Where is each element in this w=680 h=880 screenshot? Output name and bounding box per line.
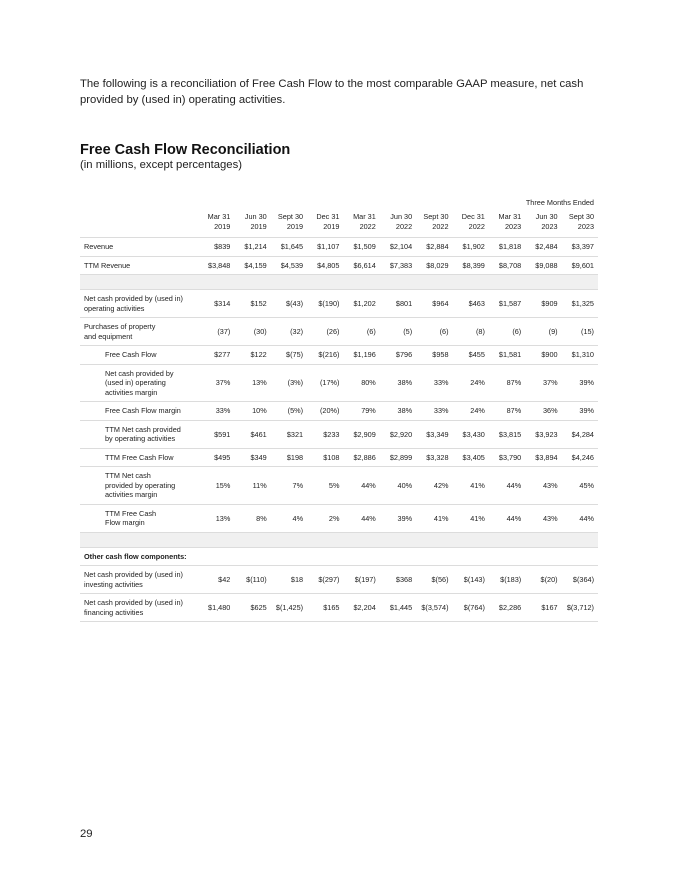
column-month: Mar 31 [498,212,522,221]
row-label [80,566,198,594]
row-label [80,290,198,318]
cell-value: 8% [234,504,270,532]
cell-value: 79% [343,402,379,421]
column-year: 2023 [541,222,558,231]
cell-value: $(75) [271,346,307,365]
table-row [80,448,598,467]
column-month: Jun 30 [244,212,267,221]
table-row [80,402,598,421]
cell-value: $108 [307,448,343,467]
cell-value: $839 [198,238,234,257]
cell-value: 33% [416,402,452,421]
cell-value: $1,325 [562,290,598,318]
cell-value: $(56) [416,566,452,594]
cell-value: $(216) [307,346,343,365]
cell-value: $3,815 [489,420,525,448]
cell-value: $(3,574) [416,594,452,622]
cell-value: 40% [380,467,416,505]
cell-value: 10% [234,402,270,421]
column-year: 2022 [468,222,485,231]
column-month: Sept 30 [277,212,304,221]
cell-value: $368 [380,566,416,594]
cell-value: (8) [453,318,489,346]
cell-value: $(364) [562,566,598,594]
row-label [80,594,198,622]
cell-value: (32) [271,318,307,346]
column-header [562,209,598,238]
row-label [80,256,198,275]
cell-value: $2,909 [343,420,379,448]
cell-value: $1,818 [489,238,525,257]
row-label-line: financing activities [84,607,144,617]
cell-value: $(3,712) [562,594,598,622]
cell-value: $349 [234,448,270,467]
cell-value: $42 [198,566,234,594]
cell-value: (3%) [271,364,307,402]
cell-value: 4% [271,504,307,532]
cell-value: $(297) [307,566,343,594]
cell-value: $9,088 [525,256,561,275]
column-header [453,209,489,238]
cell-value: 38% [380,402,416,421]
cell-value: 38% [380,364,416,402]
cell-value: 44% [343,467,379,505]
spacer-row [80,275,598,290]
cell-value: (37) [198,318,234,346]
cell-value: $2,884 [416,238,452,257]
cell-value: $3,923 [525,420,561,448]
cell-value: 44% [489,467,525,505]
row-label-line: provided by operating [105,480,176,490]
cell-value: 39% [562,364,598,402]
cell-value: 33% [416,364,452,402]
column-header [416,209,452,238]
cell-value: $909 [525,290,561,318]
column-header [307,209,343,238]
cell-value: $4,284 [562,420,598,448]
cell-value: 44% [343,504,379,532]
table-row [80,467,598,505]
cell-value: 43% [525,504,561,532]
cell-value: (9) [525,318,561,346]
cell-value: $3,328 [416,448,452,467]
cell-value: $3,894 [525,448,561,467]
cell-value: 41% [416,504,452,532]
cell-value: $314 [198,290,234,318]
column-year: 2022 [395,222,413,231]
row-label-line: (used in) operating [105,378,166,387]
cell-value: 5% [307,467,343,505]
cell-value: $1,445 [380,594,416,622]
cell-value: $(110) [234,566,270,594]
cell-value: 15% [198,467,234,505]
column-year: 2023 [505,222,522,231]
cell-value: $1,587 [489,290,525,318]
table-row [80,504,598,532]
section-subtitle: (in millions, except percentages) [80,159,242,171]
intro-paragraph: The following is a reconciliation of Free Cash Flow to the most comparable GAAP measure, net cash provided by (used in) operating activities. [80,78,584,106]
cell-value: 7% [271,467,307,505]
cell-value: (6) [343,318,379,346]
cell-value: $8,399 [453,256,489,275]
cell-value: $2,204 [343,594,379,622]
table-body [80,238,598,622]
row-label-line: TTM Free Cash Flow [105,452,174,462]
cell-value: $461 [234,420,270,448]
column-header-row [80,209,598,238]
cell-value: 13% [234,364,270,402]
cell-value: 2% [307,504,343,532]
column-year: 2022 [432,222,449,231]
cell-value: $122 [234,346,270,365]
table-row [80,566,598,594]
cell-value: $3,848 [198,256,234,275]
row-label-line: Net cash provided by (used in) [84,294,183,303]
cell-value: $1,214 [234,238,270,257]
cell-value: $958 [416,346,452,365]
cell-value: $625 [234,594,270,622]
column-year: 2023 [577,222,594,231]
column-month: Sept 30 [568,212,594,221]
column-year: 2019 [250,222,267,231]
cell-value: 33% [198,402,234,421]
cell-value: $900 [525,346,561,365]
column-header [380,209,416,238]
cell-value: $(1,425) [271,594,307,622]
table-row [80,238,598,257]
column-month: Dec 31 [461,212,485,221]
row-label-line: Free Cash Flow [105,350,157,359]
cell-value: $3,405 [453,448,489,467]
cell-value: (26) [307,318,343,346]
section-header-row [80,547,598,566]
cell-value: 11% [234,467,270,505]
cell-value: $3,790 [489,448,525,467]
cell-value: 36% [525,402,561,421]
row-label-line: Purchases of property [84,322,156,331]
cell-value: 39% [380,504,416,532]
cell-value: $(190) [307,290,343,318]
column-year: 2019 [323,222,340,231]
cell-value: $796 [380,346,416,365]
reconciliation-table [80,196,598,622]
cell-value: $7,383 [380,256,416,275]
cell-value: $152 [234,290,270,318]
cell-value: $9,601 [562,256,598,275]
cell-value: (6) [416,318,452,346]
column-header [525,209,561,238]
row-label [80,467,198,505]
column-month: Mar 31 [353,212,376,221]
cell-value: $495 [198,448,234,467]
cell-value: 44% [562,504,598,532]
row-label-line: Net cash provided by (used in) [84,598,183,607]
cell-value: (17%) [307,364,343,402]
cell-value: $463 [453,290,489,318]
cell-value: $2,899 [380,448,416,467]
cell-value: $801 [380,290,416,318]
cell-value: 24% [453,402,489,421]
table-row [80,364,598,402]
column-year: 2022 [359,222,376,231]
cell-value: $1,310 [562,346,598,365]
cell-value: (6) [489,318,525,346]
column-year: 2019 [286,222,304,231]
cell-value: $455 [453,346,489,365]
row-label-line: TTM Net cash [105,471,151,480]
table-row [80,318,598,346]
row-label [80,402,198,421]
reconciliation-table-container [80,196,598,622]
row-label-line: investing activities [84,579,143,589]
cell-value: $3,397 [562,238,598,257]
cell-value: 37% [525,364,561,402]
table-row [80,420,598,448]
cell-value: $277 [198,346,234,365]
cell-value: $4,159 [234,256,270,275]
row-label-line: activities margin [105,490,158,499]
row-label-line: operating activities [84,303,145,313]
row-label-line: activities margin [105,387,158,397]
period-header: Three Months Ended [525,198,594,207]
cell-value: $1,196 [343,346,379,365]
cell-value: (15) [562,318,598,346]
cell-value: 39% [562,402,598,421]
cell-value: $1,645 [271,238,307,257]
row-label-line: by operating activities [105,434,176,443]
column-month: Jun 30 [390,212,413,221]
cell-value: 43% [525,467,561,505]
cell-value: $1,202 [343,290,379,318]
row-label-line: TTM Free Cash [105,508,157,518]
row-label [80,504,198,532]
cell-value: 44% [489,504,525,532]
cell-value: 87% [489,402,525,421]
cell-value: 24% [453,364,489,402]
cell-value: $1,480 [198,594,234,622]
cell-value: $8,029 [416,256,452,275]
row-label-line: and equipment [84,331,133,341]
cell-value: $6,614 [343,256,379,275]
table-row [80,346,598,365]
row-label-line: Free Cash Flow margin [105,406,181,415]
column-header [234,209,270,238]
cell-value: $(143) [453,566,489,594]
row-label [80,547,598,566]
column-header [198,209,234,238]
cell-value: 37% [198,364,234,402]
cell-value: $2,886 [343,448,379,467]
cell-value: 41% [453,467,489,505]
column-month: Mar 31 [207,212,231,221]
row-label [80,318,198,346]
cell-value: $18 [271,566,307,594]
row-label [80,238,198,257]
row-label-line: TTM Revenue [84,260,131,270]
cell-value: $3,349 [416,420,452,448]
cell-value: $2,920 [380,420,416,448]
row-label [80,346,198,365]
cell-value: $4,246 [562,448,598,467]
cell-value: $(43) [271,290,307,318]
cell-value: $165 [307,594,343,622]
cell-value: 42% [416,467,452,505]
cell-value: $(183) [489,566,525,594]
row-label-line: Other cash flow components: [84,551,187,561]
column-header [343,209,379,238]
cell-value: (20%) [307,402,343,421]
cell-value: (5%) [271,402,307,421]
cell-value: $4,539 [271,256,307,275]
section-title: Free Cash Flow Reconciliation [80,142,291,158]
column-header [489,209,525,238]
table-row [80,256,598,275]
cell-value: $321 [271,420,307,448]
column-month: Sept 30 [423,212,449,221]
cell-value: 45% [562,467,598,505]
column-month: Dec 31 [316,212,340,221]
spacer-row [80,532,598,547]
cell-value: 80% [343,364,379,402]
row-label-line: Net cash provided by (used in) [84,570,183,579]
cell-value: 87% [489,364,525,402]
cell-value: 13% [198,504,234,532]
column-header [271,209,307,238]
cell-value: $4,805 [307,256,343,275]
cell-value: $167 [525,594,561,622]
cell-value: $2,104 [380,238,416,257]
row-label-line: TTM Net cash provided [105,424,181,434]
row-label [80,448,198,467]
table-row [80,290,598,318]
cell-value: $1,509 [343,238,379,257]
cell-value: $8,708 [489,256,525,275]
row-label [80,420,198,448]
cell-value: $1,107 [307,238,343,257]
cell-value: (30) [234,318,270,346]
cell-value: (5) [380,318,416,346]
row-label-line: Net cash provided by [105,368,174,378]
cell-value: $2,286 [489,594,525,622]
cell-value: $3,430 [453,420,489,448]
column-year: 2019 [214,222,231,231]
cell-value: 41% [453,504,489,532]
cell-value: $964 [416,290,452,318]
page-number: 29 [80,828,93,840]
row-label-line: Revenue [84,242,114,251]
table-row [80,594,598,622]
cell-value: $233 [307,420,343,448]
cell-value: $1,581 [489,346,525,365]
cell-value: $(197) [343,566,379,594]
cell-value: $2,484 [525,238,561,257]
column-month: Jun 30 [535,212,558,221]
row-label-line: Flow margin [105,518,145,527]
cell-value: $591 [198,420,234,448]
cell-value: $(20) [525,566,561,594]
cell-value: $(764) [453,594,489,622]
row-label [80,364,198,402]
cell-value: $1,902 [453,238,489,257]
cell-value: $198 [271,448,307,467]
